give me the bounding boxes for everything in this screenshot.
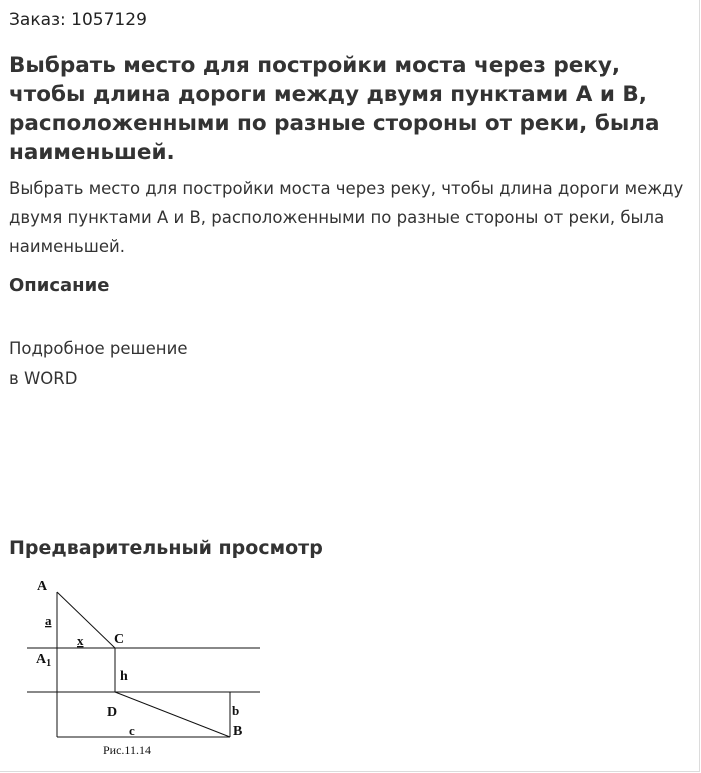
label-B: B	[233, 724, 243, 739]
page-title: Выбрать место для постройки моста через реку, чтобы длина дороги между двумя пунктами А и В, расположенными по разные стороны от реки, была наименьшей.	[9, 53, 660, 165]
label-A: A	[37, 579, 48, 594]
label-a: a	[45, 613, 52, 628]
description-line: в WORD	[9, 369, 78, 388]
label-A1-sub: 1	[46, 658, 52, 669]
label-D: D	[107, 705, 118, 720]
label-c: c	[129, 723, 135, 738]
description-heading: Описание	[9, 275, 110, 296]
description-line: Подробное решение	[9, 339, 188, 358]
segment-ac	[57, 592, 115, 648]
task-text: Выбрать место для постройки моста через реку, чтобы длина дороги между двумя пунктами А и В, расположенными по разные стороны от реки, была наименьшей.	[9, 179, 684, 256]
figure-caption: Рис.11.14	[103, 743, 151, 757]
label-A1-base: A	[36, 652, 47, 667]
order-number: Заказ: 1057129	[9, 10, 147, 30]
preview-figure	[0, 570, 290, 770]
label-x: x	[77, 633, 84, 648]
label-C: C	[114, 632, 125, 647]
label-b: b	[232, 703, 240, 718]
label-h: h	[120, 669, 128, 684]
preview-heading: Предварительный просмотр	[9, 537, 323, 559]
label-A1	[36, 652, 51, 669]
